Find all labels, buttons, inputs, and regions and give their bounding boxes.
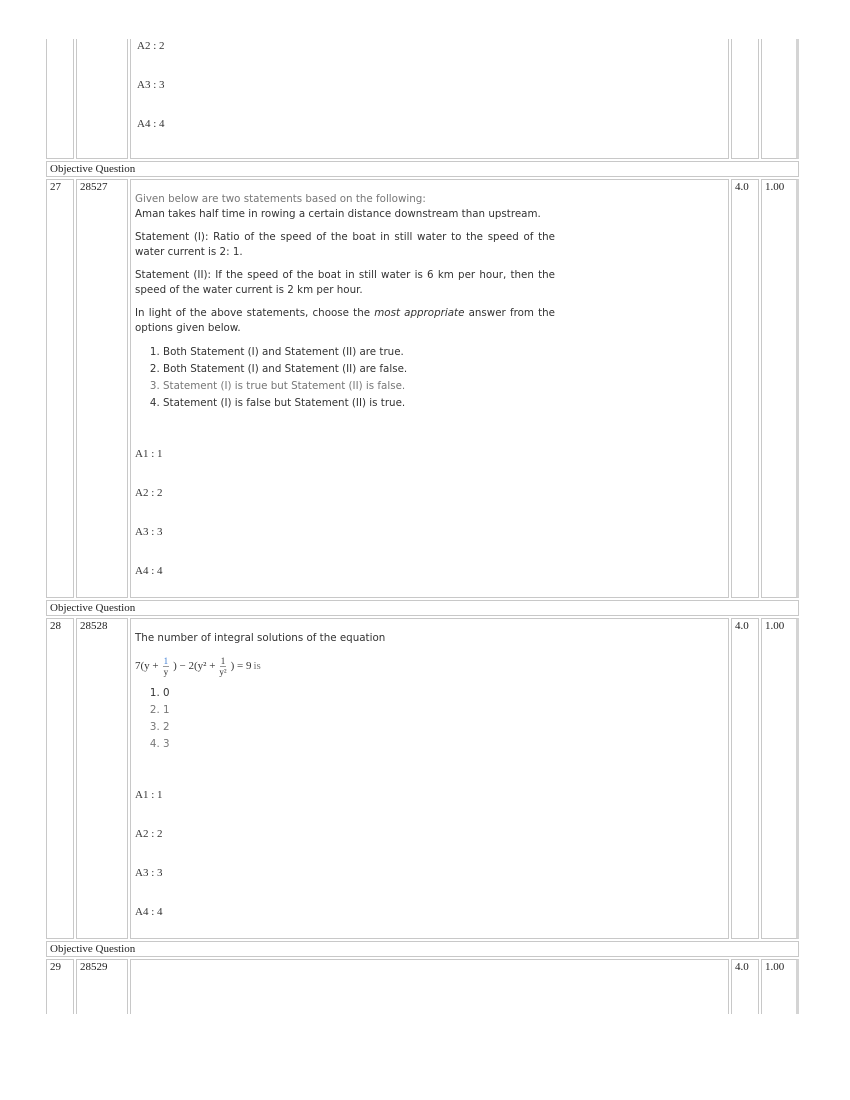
fraction: $\frac{1}{y}$	[163, 656, 169, 677]
choice-item: 4. 3	[163, 736, 555, 753]
answer-option: A2 : 2	[135, 828, 163, 840]
question-body	[130, 179, 729, 598]
choice-item: 4. Statement (I) is false but Statement (II) is true.	[163, 395, 555, 412]
choice-item: 3. Statement (I) is true but Statement (II) is false.	[163, 378, 555, 395]
question-id: 28528	[76, 618, 128, 939]
question-serial: 28	[46, 618, 74, 939]
choice-item: 1. Both Statement (I) and Statement (II) are true.	[163, 344, 555, 361]
question-premise: Aman takes half time in rowing a certain distance downstream than upstream.	[135, 208, 541, 220]
choice-list	[135, 344, 555, 412]
answer-option: A3 : 3	[137, 79, 165, 91]
question-negative-marks: 1.00	[761, 179, 799, 598]
question-intro: The number of integral solutions of the equation	[135, 632, 386, 644]
answer-options	[135, 789, 724, 928]
question-body	[130, 618, 729, 939]
question-negative-marks: 1.00	[761, 959, 799, 1014]
choice-item: 2. 1	[163, 702, 555, 719]
question-intro: Given below are two statements based on the following:	[135, 193, 426, 205]
choice-item: 1. 0	[163, 685, 555, 702]
section-header-row	[46, 600, 799, 616]
question-text	[135, 631, 555, 753]
question-marks: 4.0	[731, 179, 759, 598]
section-label: Objective Question	[46, 600, 799, 616]
choice-item: 3. 2	[163, 719, 555, 736]
questions-table	[44, 37, 801, 1016]
question-id: 28527	[76, 179, 128, 598]
answer-option: A4 : 4	[137, 118, 165, 130]
answer-option: A4 : 4	[135, 565, 163, 577]
answer-options	[135, 448, 724, 587]
section-header-row	[46, 941, 799, 957]
statement-2: Statement (II): If the speed of the boat in still water is 6 km per hour, then the speed of the water current is 2 km per hour.	[135, 269, 555, 296]
equation: 7(y + $\frac{1}{y}$ ) − 2(y² + $\frac{1}{\text{y²}}$ ) = 9 is	[135, 656, 261, 677]
answer-option: A2 : 2	[137, 40, 165, 52]
question-row	[46, 618, 799, 939]
question-paper	[44, 37, 801, 1016]
answer-option: A4 : 4	[135, 906, 163, 918]
choice-item: 2. Both Statement (I) and Statement (II) are false.	[163, 361, 555, 378]
answer-option: A1 : 1	[135, 789, 163, 801]
question-serial: 29	[46, 959, 74, 1014]
question-body	[130, 959, 729, 1014]
section-header-row	[46, 161, 799, 177]
section-label: Objective Question	[46, 161, 799, 177]
section-label: Objective Question	[46, 941, 799, 957]
prev-question-row	[46, 39, 799, 159]
question-marks: 4.0	[731, 618, 759, 939]
question-row	[46, 179, 799, 598]
question-id: 28529	[76, 959, 128, 1014]
question-serial: 27	[46, 179, 74, 598]
answer-option: A2 : 2	[135, 487, 163, 499]
fraction: $\frac{1}{\text{y²}}$	[219, 656, 227, 677]
question-marks: 4.0	[731, 959, 759, 1014]
answer-option: A1 : 1	[135, 448, 163, 460]
answer-option: A3 : 3	[135, 867, 163, 879]
question-row	[46, 959, 799, 1014]
question-text	[135, 192, 555, 412]
statement-1: Statement (I): Ratio of the speed of the boat in still water to the speed of the water current is 2: 1.	[135, 231, 555, 258]
answer-option: A3 : 3	[135, 526, 163, 538]
question-instruction: In light of the above statements, choose the most appropriate answer from the options given below.	[135, 307, 555, 334]
question-negative-marks: 1.00	[761, 618, 799, 939]
choice-list	[135, 685, 555, 753]
